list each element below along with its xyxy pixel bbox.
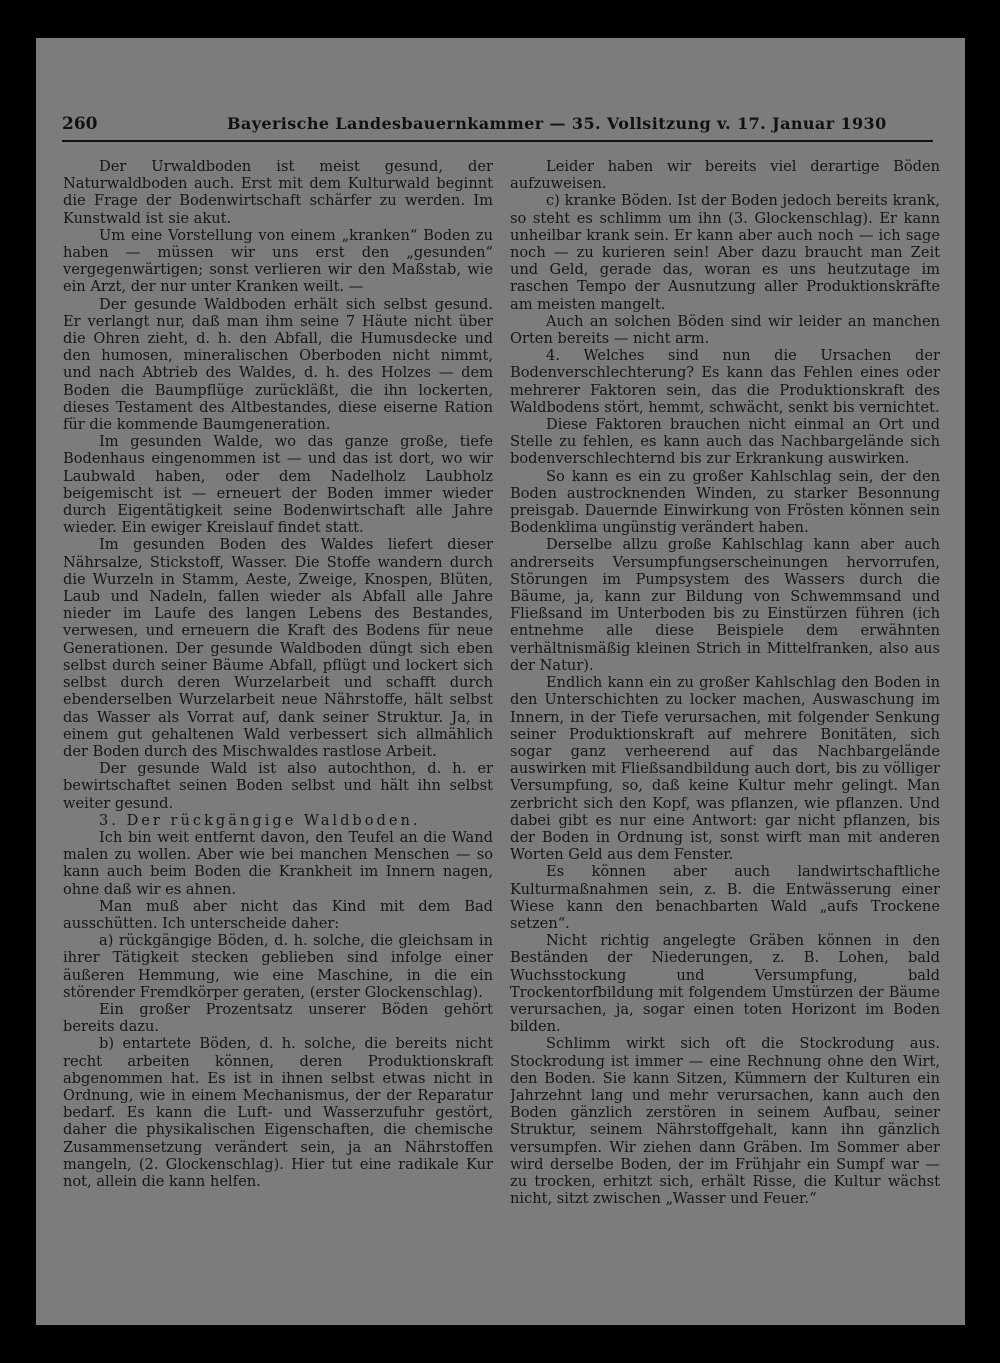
paragraph: Der Urwaldboden ist meist gesund, der Naturwaldboden auch. Erst mit dem Kulturwald beginnt die Frage der Bodenwirtschaft schärfer zu werden. Im Kunstwald ist sie akut.	[63, 158, 493, 227]
paragraph: Man muß aber nicht das Kind mit dem Bad ausschütten. Ich unterscheide daher:	[63, 897, 493, 932]
paragraph: So kann es ein zu großer Kahlschlag sein, der den Boden austrocknenden Winden, zu starker Besonnung preisgab. Dauernde Einwirkung von Frösten können sein Bodenklima ungünstig verändert haben.	[510, 467, 940, 537]
paragraph: Im gesunden Walde, wo das ganze große, tiefe Bodenhaus eingenommen ist — und das ist dort, wo wir Laubwald haben, oder dem Nadelholz Laubholz beigemischt ist — erneuert der Boden immer wieder durch Eigentätigkeit seine Bodenwirtschaft alle Jahre wieder. Ein ewiger Kreislauf findet statt.	[63, 433, 493, 537]
paragraph: Diese Faktoren brauchen nicht einmal an Ort und Stelle zu fehlen, es kann auch das Nachbargelände sich bodenverschlechternd bis zur Erkrankung auswirken.	[510, 416, 940, 468]
paragraph: Ich bin weit entfernt davon, den Teufel an die Wand malen zu wollen. Aber wie bei manchen Menschen — so kann auch beim Boden die Krankheit im Innern nagen, ohne daß wir es ahnen.	[63, 828, 493, 898]
paragraph: Der gesunde Waldboden erhält sich selbst gesund. Er verlangt nur, daß man ihm seine 7 Häute nicht über die Ohren zieht, d. h. den Abfall, die Humusdecke und den humosen, mineralischen Oberboden nicht nimmt, und nach Abtrieb des Waldes, d. h. des Holzes — dem Boden die Baumpflüge zurückläßt, die ihn lockerten, dieses Testament des Altbestandes, diese eiserne Ration für die kommende Baumgeneration.	[63, 295, 493, 434]
paragraph: Der gesunde Wald ist also autochthon, d. h. er bewirtschaftet seinen Boden selbst und hält ihn selbst weiter gesund.	[63, 760, 493, 812]
page-number: 260	[62, 114, 98, 134]
paragraph: Schlimm wirkt sich oft die Stockrodung aus. Stockrodung ist immer — eine Rechnung ohne den Wirt, den Boden. Sie kann Sitzen, Kümmern der Kulturen ein Jahrzehnt lang und mehr verursachen, kann auch den Boden gänzlich zerstören in seinem Aufbau, seiner Struktur, seinem Nährstoffgehalt, kann ihn gänzlich versumpfen. Wir ziehen dann Gräben. Im Sommer aber wird derselbe Boden, der im Frühjahr ein Sumpf war — zu trocken, erhitzt sich, erhält Risse, die Kultur wächst nicht, sitzt zwischen „Wasser und Feuer.“	[510, 1035, 940, 1208]
page-header	[62, 114, 933, 140]
paragraph: Es können aber auch landwirtschaftliche Kulturmaßnahmen sein, z. B. die Entwässerung einer Wiese kann den benachbarten Wald „aufs Trockene setzen“.	[510, 863, 940, 932]
paragraph: b) entartete Böden, d. h. solche, die bereits nicht recht arbeiten können, deren Produktionskraft abgenommen hat. Es ist in ihnen selbst etwas nicht in Ordnung, wie in einem Mechanismus, der der Reparatur bedarf. Es kann die Luft- und Wasserzufuhr gestört, daher die physikalischen Eigenschaften, die chemische Zusammensetzung verändert sein, ja an Nährstoffen mangeln, (2. Glockenschlag). Hier tut eine radikale Kur not, allein die kann helfen.	[63, 1035, 493, 1190]
paragraph: Endlich kann ein zu großer Kahlschlag den Boden in den Unterschichten zu locker machen, Auswaschung im Innern, in der Tiefe verursachen, mit folgender Senkung seiner Produktionskraft auf mehrere Bonitäten, sich sogar ganz verheerend auf das Nachbargelände auswirken mit Fließsandbildung auch dort, bis zu völliger Versumpfung, so, daß keine Kultur mehr gelingt. Man zerbricht sich den Kopf, was pflanzen, wie pflanzen. Und dabei gibt es nur eine Antwort: gar nicht pflanzen, bis der Boden in Ordnung ist, sonst wirft man mit anderen Worten Geld aus dem Fenster.	[510, 674, 940, 864]
running-title: Bayerische Landesbauernkammer — 35. Vollsitzung v. 17. Januar 1930	[227, 114, 887, 133]
paragraph: Im gesunden Boden des Waldes liefert dieser Nährsalze, Stickstoff, Wasser. Die Stoffe wandern durch die Wurzeln in Stamm, Aeste, Zweige, Knospen, Blüten, Laub und Nadeln, fallen wieder als Abfall alle Jahre nieder im Laufe des langen Lebens des Bestandes, verwesen, und erneuern die Kraft des Bodens für neue Generationen. Der gesunde Waldboden düngt sich eben selbst durch seiner Bäume Abfall, pflügt und lockert sich selbst durch deren Wurzelarbeit und schafft durch ebenderselben Wurzelarbeit neue Nährstoffe, hält selbst das Wasser als Vorrat auf, dank seiner Struktur. Ja, in einem gut gehaltenen Wald verbessert sich allmählich der Boden durch des Mischwaldes rastlose Arbeit.	[63, 536, 493, 760]
paragraph: Leider haben wir bereits viel derartige Böden aufzuweisen.	[510, 158, 940, 193]
right-column	[510, 158, 940, 1248]
paragraph: Um eine Vorstellung von einem „kranken“ Boden zu haben — müssen wir uns erst den „gesunden“ vergegenwärtigen; sonst verlieren wir den Maßstab, wie ein Arzt, der nur unter Kranken weilt. —	[63, 226, 493, 296]
paragraph: Ein großer Prozentsatz unserer Böden gehört bereits dazu.	[63, 1000, 493, 1036]
section-paragraph: 4. Welches sind nun die Ursachen der Bodenverschlechterung? Es kann das Fehlen eines oder mehrerer Faktoren sein, das die Produktionskraft des Waldbodens stört, hemmt, schwächt, senkt bis vernichtet.	[510, 347, 940, 416]
section-heading: 3. Der rückgängige Waldboden.	[99, 811, 421, 829]
paragraph: a) rückgängige Böden, d. h. solche, die gleichsam in ihrer Tätigkeit stecken geblieben sind infolge einer äußeren Hemmung, wie eine Maschine, in die ein störender Fremdkörper geraten, (erster Glockenschlag).	[63, 932, 493, 1001]
left-column	[63, 158, 493, 1248]
paragraph: Auch an solchen Böden sind wir leider an manchen Orten bereits — nicht arm.	[510, 312, 940, 348]
paragraph: c) kranke Böden. Ist der Boden jedoch bereits krank, so steht es schlimm um ihn (3. Glockenschlag). Er kann unheilbar krank sein. Er kann aber auch noch — ich sage noch — zu kurieren sein! Aber dazu braucht man Zeit und Geld, gerade das, woran es uns heutzutage im raschen Tempo der Ausnutzung aller Produktionskräfte am meisten mangelt.	[510, 192, 940, 313]
paragraph: Nicht richtig angelegte Gräben können in den Beständen der Niederungen, z. B. Lohen, bald Wuchsstockung und Versumpfung, bald Trockentorfbildung mit folgendem Umstürzen der Bäume verursachen, ja, sogar einen toten Horizont im Boden bilden.	[510, 932, 940, 1036]
paragraph: Derselbe allzu große Kahlschlag kann aber auch andrerseits Versumpfungserscheinungen hervorrufen, Störungen im Pumpsystem des Wassers durch die Bäume, ja, kann zur Bildung von Schwemmsand und Fließsand im Unterboden bis zu Einstürzen führen (ich entnehme alle diese Beispiele dem erwähnten verhältnismäßig kleinen Strich in Mittelfranken, also aus der Natur).	[510, 536, 940, 674]
header-rule	[62, 140, 933, 142]
